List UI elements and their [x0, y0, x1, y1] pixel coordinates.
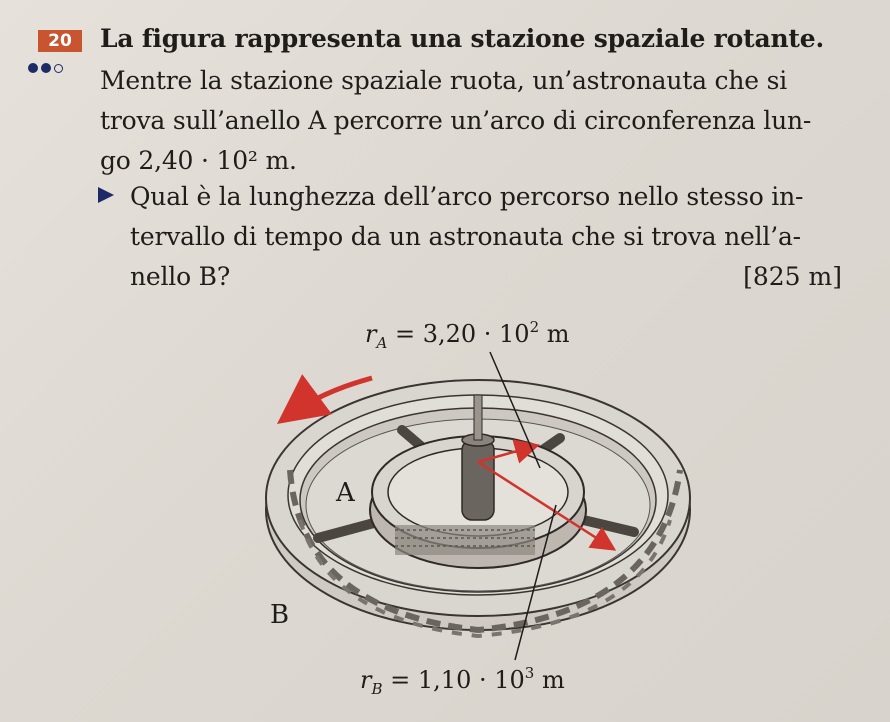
ring-b-label: B [270, 600, 290, 630]
radius-b-symbol: r [360, 666, 372, 694]
radius-b-subscript: B [371, 680, 383, 698]
radius-a-unit: m [539, 320, 570, 348]
radius-a-value: = 3,20 · 10 [394, 320, 530, 348]
exercise-text-line-3: trova sull’anello A percorre un’arco di circonferenza lun- [100, 106, 812, 135]
question-line-1: Qual è la lunghezza dell’arco percorso nello stesso in- [130, 182, 804, 211]
exercise-text-line-2: Mentre la stazione spaziale ruota, un’astronauta che si [100, 66, 788, 95]
radius-a-subscript: A [376, 334, 388, 352]
exercise-text-line-4: go 2,40 · 10² m. [100, 146, 297, 175]
question-line-2: tervallo di tempo da un astronauta che si trova nell’a- [130, 222, 801, 251]
radius-b-exponent: 3 [524, 664, 535, 682]
radius-a-symbol: r [365, 320, 377, 348]
radius-b-label [360, 664, 565, 698]
answer-text: [825 m] [743, 262, 842, 291]
ring-a-label: A [336, 478, 355, 508]
radius-b-value: = 1,10 · 10 [390, 666, 525, 694]
exercise-text-line-1: La figura rappresenta una stazione spaziale rotante. [100, 24, 824, 53]
exercise-number-badge: 20 [38, 30, 82, 52]
radius-b-unit: m [534, 666, 565, 694]
radius-a-exponent: 2 [529, 318, 540, 336]
question-line-3: nello B? [130, 262, 231, 291]
